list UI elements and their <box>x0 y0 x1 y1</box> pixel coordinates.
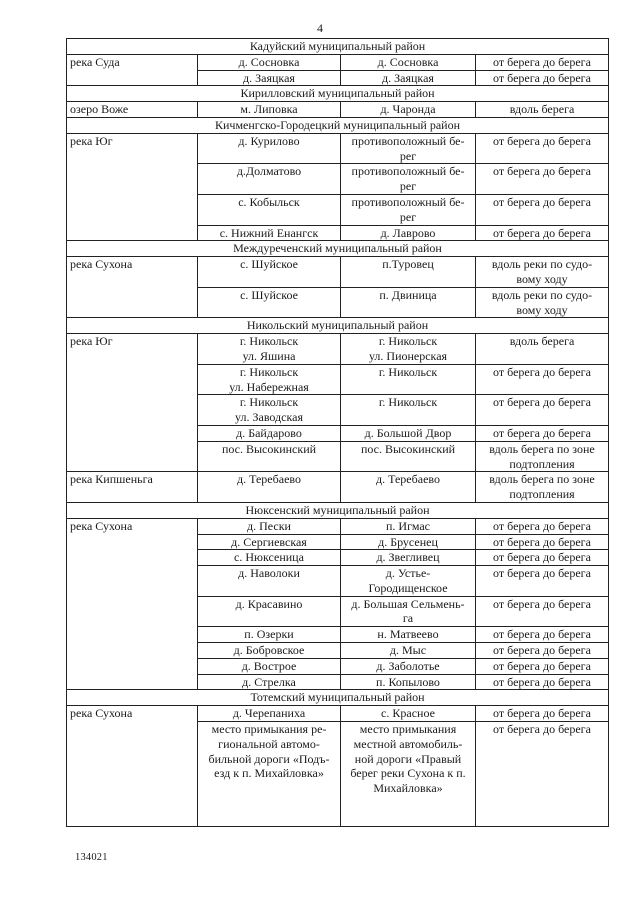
to-point-cell: д. Мыс <box>341 643 476 659</box>
to-point-cell: г. Никольск ул. Пионерская <box>341 334 476 365</box>
page-number: 4 <box>317 21 323 35</box>
water-body-cell: река Сухона <box>67 518 198 690</box>
district-name: Кадуйский муниципальный район <box>67 39 609 55</box>
district-header-row <box>67 318 609 334</box>
to-point-cell: г. Никольск <box>341 395 476 426</box>
crossing-mode-cell: от берега до берега <box>476 364 609 395</box>
from-point-cell: д. Сосновка <box>198 54 341 70</box>
to-point-cell: с. Красное <box>341 706 476 722</box>
crossings-table <box>66 38 609 827</box>
table-row <box>67 518 609 534</box>
water-body-cell: река Суда <box>67 54 198 86</box>
crossing-mode-cell: от берега до берега <box>476 658 609 674</box>
from-point-cell: пос. Высокинский <box>198 441 341 472</box>
to-point-cell: д. Чаронда <box>341 102 476 118</box>
table-row <box>67 54 609 70</box>
from-point-cell: д. Курилово <box>198 133 341 164</box>
from-point-cell: м. Липовка <box>198 102 341 118</box>
from-point-cell: д. Красавино <box>198 596 341 627</box>
from-point-cell: д. Вострое <box>198 658 341 674</box>
crossing-mode-cell: от берега до берега <box>476 133 609 164</box>
crossing-mode-cell: от берега до берега <box>476 643 609 659</box>
district-name: Тотемский муниципальный район <box>67 690 609 706</box>
district-name: Кичменгско-Городецкий муниципальный район <box>67 117 609 133</box>
table-row <box>67 133 609 164</box>
crossing-mode-cell: от берега до берега <box>476 596 609 627</box>
water-body-cell: река Юг <box>67 133 198 241</box>
document-code: 134021 <box>75 852 108 863</box>
from-point-cell: г. Никольск ул. Заводская <box>198 395 341 426</box>
crossings-table-body <box>67 39 609 827</box>
from-point-cell: д. Бобровское <box>198 643 341 659</box>
district-name: Никольский муниципальный район <box>67 318 609 334</box>
to-point-cell: д. Большая Сельмень- га <box>341 596 476 627</box>
from-point-cell: место примыкания ре- гиональной автомо- бильной дороги «Подъ- езд к п. Михайловка» <box>198 722 341 827</box>
crossing-mode-cell: от берега до берега <box>476 534 609 550</box>
table-row <box>67 257 609 288</box>
from-point-cell: с. Шуйское <box>198 287 341 318</box>
to-point-cell: п. Двиница <box>341 287 476 318</box>
to-point-cell: д. Брусенец <box>341 534 476 550</box>
water-body-cell: озеро Воже <box>67 102 198 118</box>
district-name: Кирилловский муниципальный район <box>67 86 609 102</box>
to-point-cell: д. Заяцкая <box>341 70 476 86</box>
crossing-mode-cell: вдоль реки по судо- вому ходу <box>476 257 609 288</box>
from-point-cell: с. Нижний Енангск <box>198 225 341 241</box>
crossing-mode-cell: вдоль берега по зоне подтопления <box>476 441 609 472</box>
to-point-cell: д. Устье- Городищенское <box>341 566 476 597</box>
district-header-row <box>67 117 609 133</box>
table-row <box>67 102 609 118</box>
to-point-cell: д. Теребаево <box>341 472 476 503</box>
district-header-row <box>67 690 609 706</box>
to-point-cell: д. Лаврово <box>341 225 476 241</box>
to-point-cell: г. Никольск <box>341 364 476 395</box>
crossing-mode-cell: от берега до берега <box>476 70 609 86</box>
crossings-table-container <box>66 38 609 827</box>
from-point-cell: д. Стрелка <box>198 674 341 690</box>
crossing-mode-cell: от берега до берега <box>476 395 609 426</box>
crossing-mode-cell: от берега до берега <box>476 164 609 195</box>
to-point-cell: д. Звегливец <box>341 550 476 566</box>
from-point-cell: п. Озерки <box>198 627 341 643</box>
water-body-cell: река Юг <box>67 334 198 472</box>
crossing-mode-cell: от берега до берега <box>476 54 609 70</box>
district-header-row <box>67 86 609 102</box>
from-point-cell: с. Шуйское <box>198 257 341 288</box>
to-point-cell: пос. Высокинский <box>341 441 476 472</box>
from-point-cell: д. Пески <box>198 518 341 534</box>
crossing-mode-cell: вдоль берега <box>476 102 609 118</box>
crossing-mode-cell: вдоль берега по зоне подтопления <box>476 472 609 503</box>
from-point-cell: д. Теребаево <box>198 472 341 503</box>
from-point-cell: д.Долматово <box>198 164 341 195</box>
crossing-mode-cell: от берега до берега <box>476 194 609 225</box>
water-body-cell: река Сухона <box>67 257 198 318</box>
crossing-mode-cell: от берега до берега <box>476 425 609 441</box>
to-point-cell: противоположный бе- рег <box>341 194 476 225</box>
crossing-mode-cell: вдоль берега <box>476 334 609 365</box>
district-header-row <box>67 502 609 518</box>
from-point-cell: д. Заяцкая <box>198 70 341 86</box>
table-row <box>67 334 609 365</box>
to-point-cell: место примыкания местной автомобиль- ной дороги «Правый берег реки Сухона к п. Михайловка» <box>341 722 476 827</box>
from-point-cell: с. Нюксеница <box>198 550 341 566</box>
from-point-cell: с. Кобыльск <box>198 194 341 225</box>
crossing-mode-cell: от берега до берега <box>476 518 609 534</box>
crossing-mode-cell: от берега до берега <box>476 566 609 597</box>
district-header-row <box>67 39 609 55</box>
from-point-cell: д. Наволоки <box>198 566 341 597</box>
table-row <box>67 706 609 722</box>
table-row <box>67 472 609 503</box>
from-point-cell: д. Сергиевская <box>198 534 341 550</box>
to-point-cell: п. Копылово <box>341 674 476 690</box>
crossing-mode-cell: от берега до берега <box>476 550 609 566</box>
to-point-cell: д. Сосновка <box>341 54 476 70</box>
from-point-cell: д. Байдарово <box>198 425 341 441</box>
to-point-cell: д. Большой Двор <box>341 425 476 441</box>
to-point-cell: противоположный бе- рег <box>341 133 476 164</box>
crossing-mode-cell: вдоль реки по судо- вому ходу <box>476 287 609 318</box>
to-point-cell: н. Матвеево <box>341 627 476 643</box>
from-point-cell: г. Никольск ул. Набережная <box>198 364 341 395</box>
to-point-cell: п.Туровец <box>341 257 476 288</box>
district-name: Междуреченский муниципальный район <box>67 241 609 257</box>
crossing-mode-cell: от берега до берега <box>476 627 609 643</box>
district-name: Нюксенский муниципальный район <box>67 502 609 518</box>
to-point-cell: п. Игмас <box>341 518 476 534</box>
to-point-cell: противоположный бе- рег <box>341 164 476 195</box>
from-point-cell: д. Черепаниха <box>198 706 341 722</box>
water-body-cell: река Кипшеньга <box>67 472 198 503</box>
water-body-cell: река Сухона <box>67 706 198 827</box>
crossing-mode-cell: от берега до берега <box>476 225 609 241</box>
crossing-mode-cell: от берега до берега <box>476 674 609 690</box>
district-header-row <box>67 241 609 257</box>
crossing-mode-cell: от берега до берега <box>476 722 609 827</box>
from-point-cell: г. Никольск ул. Яшина <box>198 334 341 365</box>
crossing-mode-cell: от берега до берега <box>476 706 609 722</box>
to-point-cell: д. Заболотье <box>341 658 476 674</box>
